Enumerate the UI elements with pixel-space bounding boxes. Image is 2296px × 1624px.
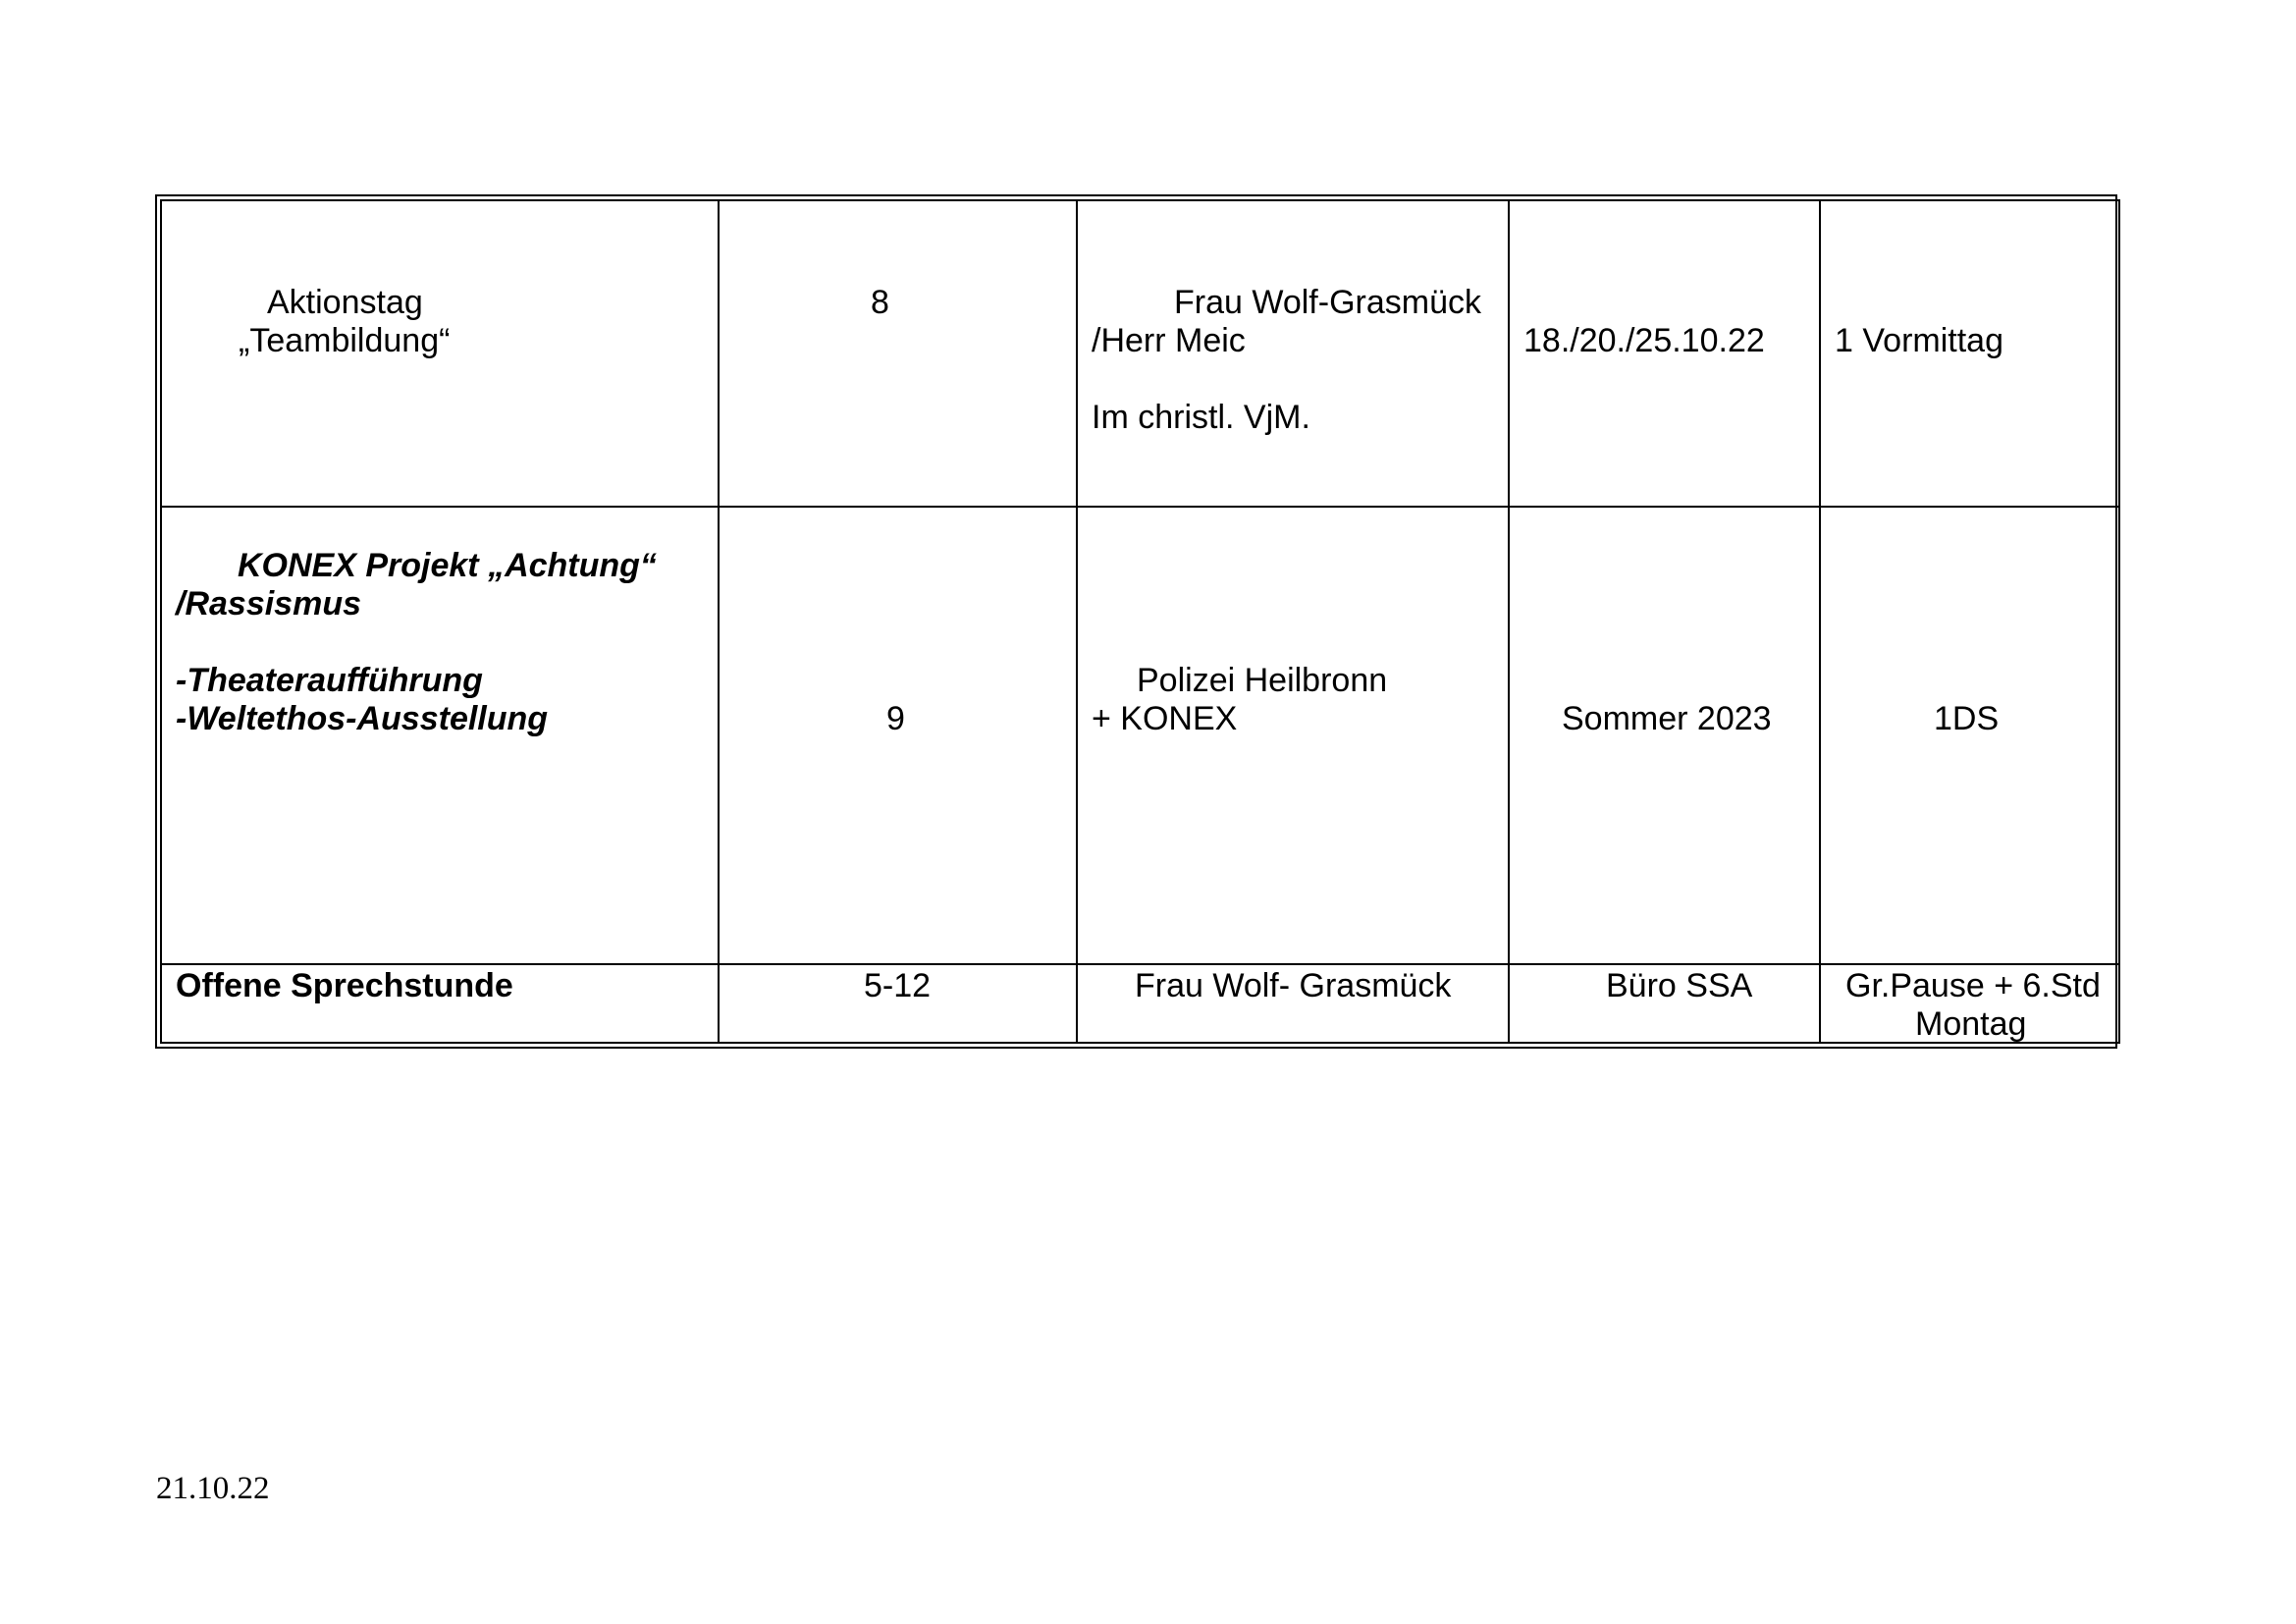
table-row: [161, 507, 2119, 964]
grade-value: 5-12: [864, 967, 932, 1004]
activity-line: -Weltethos-Ausstellung: [176, 700, 549, 737]
activity-line: /Rassismus: [176, 585, 361, 623]
activity-line: -Theateraufführung: [176, 662, 483, 699]
duration-value: 1DS: [1934, 700, 2000, 737]
grade-cell: [719, 200, 1077, 507]
footer-date: 21.10.22: [156, 1471, 270, 1506]
activity-line: Aktionstag: [267, 284, 423, 321]
person-line: Polizei Heilbronn: [1137, 662, 1388, 699]
date-cell: [1509, 200, 1820, 507]
person-cell: [1077, 964, 1509, 1043]
person-line: + KONEX: [1092, 700, 1238, 737]
grade-cell: [719, 507, 1077, 964]
grade-value: 9: [886, 700, 905, 737]
location-value: Büro SSA: [1606, 967, 1753, 1004]
duration-cell: [1820, 200, 2119, 507]
grade-cell: [719, 964, 1077, 1043]
date-value: Sommer 2023: [1562, 700, 1772, 737]
date-value: 18./20./25.10.22: [1523, 322, 1765, 359]
activity-cell: [161, 200, 719, 507]
person-line: /Herr Meic: [1092, 322, 1246, 359]
duration-value: 1 Vormittag: [1835, 322, 2003, 359]
person-line: Frau Wolf-Grasmück: [1174, 284, 1481, 321]
activity-line: „Teambildung“: [239, 322, 451, 359]
activity-line: KONEX Projekt „Achtung“: [238, 547, 657, 584]
table-row: [161, 964, 2119, 1043]
location-cell: [1509, 964, 1820, 1043]
person-line: Im christl. VjM.: [1092, 399, 1310, 436]
duration-cell: [1820, 964, 2119, 1043]
schedule-table: [160, 199, 2120, 1044]
person-line: Frau Wolf- Grasmück: [1135, 967, 1452, 1004]
date-cell: [1509, 507, 1820, 964]
activity-cell: [161, 507, 719, 964]
duration-line: Gr.Pause + 6.Std: [1845, 967, 2101, 1004]
person-cell: [1077, 200, 1509, 507]
schedule-table-frame: [155, 194, 2117, 1049]
table-row: [161, 200, 2119, 507]
person-cell: [1077, 507, 1509, 964]
activity-line: Offene Sprechstunde: [176, 967, 513, 1004]
grade-value: 8: [871, 284, 889, 321]
duration-line: Montag: [1915, 1005, 2027, 1043]
activity-cell: [161, 964, 719, 1043]
duration-cell: [1820, 507, 2119, 964]
